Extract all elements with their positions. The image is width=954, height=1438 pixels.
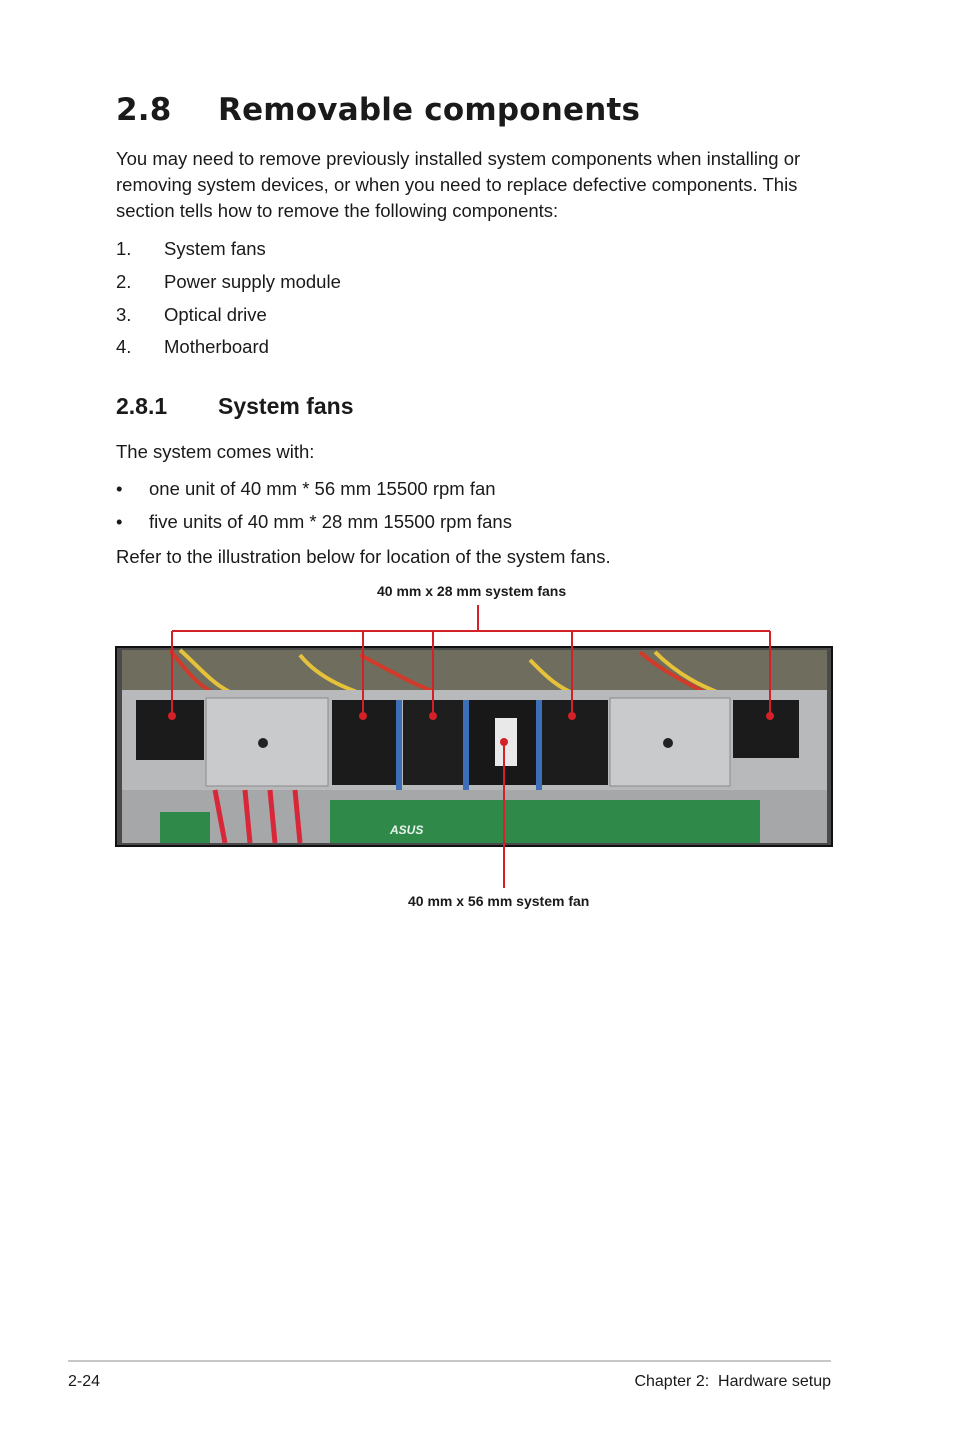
bottom-caption: 40 mm x 56 mm system fan	[408, 893, 590, 909]
intro-paragraph: You may need to remove previously installed system components when installing or removing system devices, or when you need to replace defective components. This section tells how to remove the following components:	[116, 148, 801, 221]
section-title: Removable components	[218, 92, 641, 128]
footer-divider	[68, 1360, 831, 1362]
section-number: 2.8	[116, 92, 172, 128]
comes-with-text: The system comes with:	[116, 441, 315, 462]
refer-text: Refer to the illustration below for location of the system fans.	[116, 546, 611, 567]
fan-28mm	[332, 700, 400, 785]
list-item: 3. Optical drive	[116, 304, 267, 325]
fan-clip	[463, 700, 469, 790]
fan-clip	[396, 700, 402, 790]
fan-28mm	[136, 700, 204, 760]
page-number: 2-24	[68, 1373, 101, 1390]
subsection-title: System fans	[218, 393, 354, 419]
cover-screw-hole	[663, 738, 673, 748]
fan-28mm	[733, 700, 799, 758]
list-item: 4. Motherboard	[116, 336, 269, 357]
board-logo: ASUS	[390, 823, 424, 837]
cover-screw-hole	[258, 738, 268, 748]
fan-28mm	[542, 700, 608, 785]
list-item: 1. System fans	[116, 238, 266, 259]
fan-clip	[536, 700, 542, 790]
bullet-item: • one unit of 40 mm * 56 mm 15500 rpm fan	[116, 478, 496, 499]
chapter-title: Chapter 2: Hardware setup	[634, 1373, 831, 1390]
top-caption: 40 mm x 28 mm system fans	[377, 583, 567, 599]
cable-area	[122, 650, 827, 695]
subsection-number: 2.8.1	[116, 393, 168, 419]
list-item: 2. Power supply module	[116, 271, 341, 292]
motherboard-edge	[160, 812, 210, 843]
bullet-item: • five units of 40 mm * 28 mm 15500 rpm fans	[116, 511, 512, 532]
